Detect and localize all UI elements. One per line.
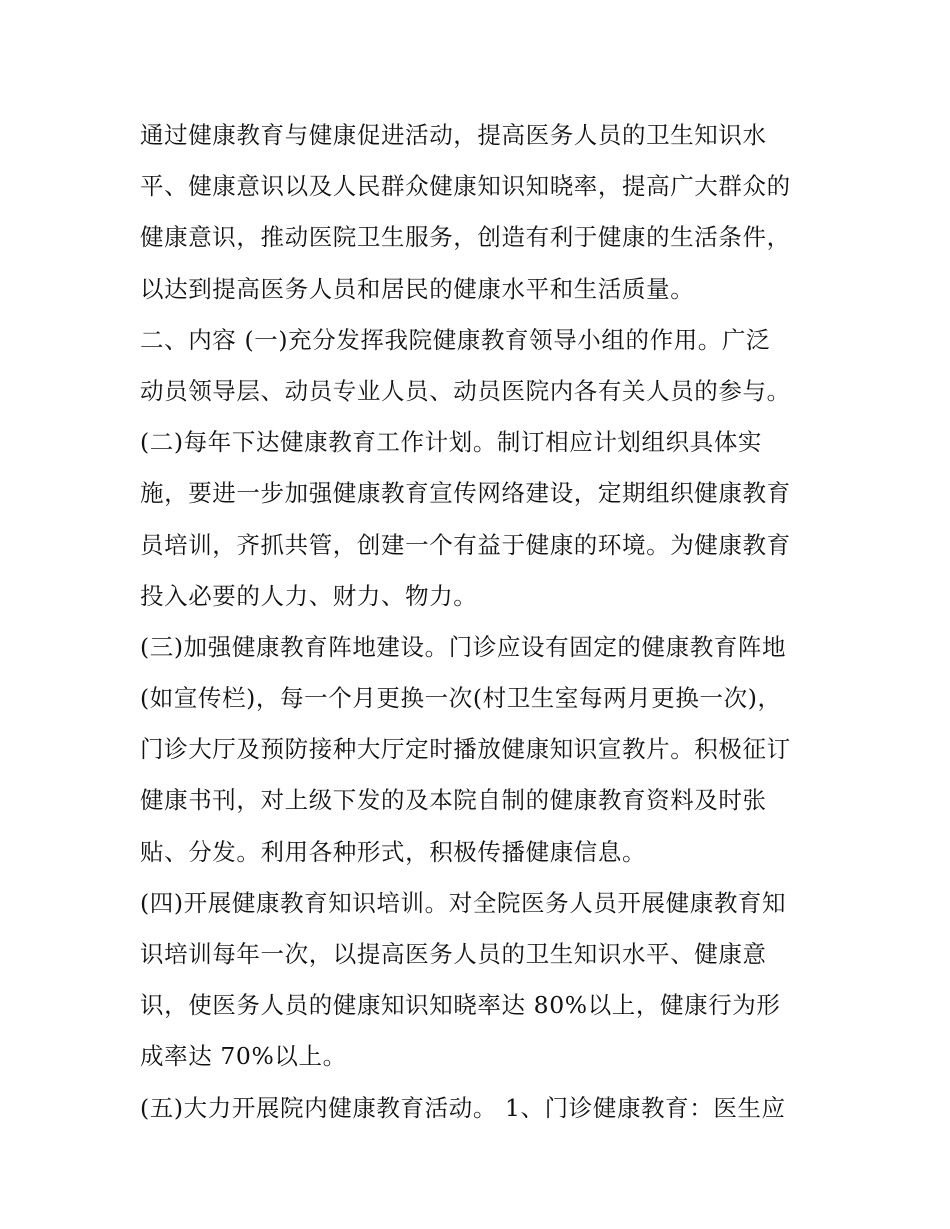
text-line: 门诊大厅及预防接种大厅定时播放健康知识宣教片。积极征订: [140, 735, 791, 764]
text-line: (四)开展健康教育知识培训。对全院医务人员开展健康教育知: [140, 888, 787, 917]
text-line: 二、内容 (一)充分发挥我院健康教育领导小组的作用。广泛: [140, 325, 771, 354]
text-line: 健康意识，推动医院卫生服务，创造有利于健康的生活条件，: [140, 223, 791, 252]
text-line: 识培训每年一次，以提高医务人员的卫生知识水平、健康意: [140, 940, 767, 968]
text-line: 健康书刊，对上级下发的及本院自制的健康教育资料及时张: [140, 786, 767, 815]
text-line: 成率达 70%以上。: [140, 1042, 347, 1071]
text-line: (五)大力开展院内健康教育活动。 1、门诊健康教育：医生应: [140, 1093, 786, 1122]
text-line: 识，使医务人员的健康知识知晓率达 80%以上，健康行为形: [140, 991, 781, 1020]
text-line: 动员领导层、动员专业人员、动员医院内各有关人员的参与。: [140, 376, 791, 405]
text-line: 投入必要的人力、财力、物力。: [140, 581, 478, 610]
text-line: 以达到提高医务人员和居民的健康水平和生活质量。: [140, 274, 695, 303]
body-text: [140, 110, 820, 1134]
text-line: (如宣传栏)，每一个月更换一次(村卫生室每两月更换一次)，: [140, 684, 782, 713]
text-line: 平、健康意识以及人民群众健康知识知晓率，提高广大群众的: [140, 172, 791, 201]
text-line: 贴、分发。利用各种形式，积极传播健康信息。: [140, 837, 647, 866]
text-line: 施，要进一步加强健康教育宣传网络建设，定期组织健康教育: [140, 479, 791, 508]
text-line: (三)加强健康教育阵地建设。门诊应设有固定的健康教育阵地: [140, 632, 787, 661]
text-line: 通过健康教育与健康促进活动，提高医务人员的卫生知识水: [140, 121, 767, 149]
text-line: (二)每年下达健康教育工作计划。制订相应计划组织具体实: [140, 428, 763, 457]
text-line: 员培训，齐抓共管，创建一个有益于健康的环境。为健康教育: [140, 530, 791, 559]
